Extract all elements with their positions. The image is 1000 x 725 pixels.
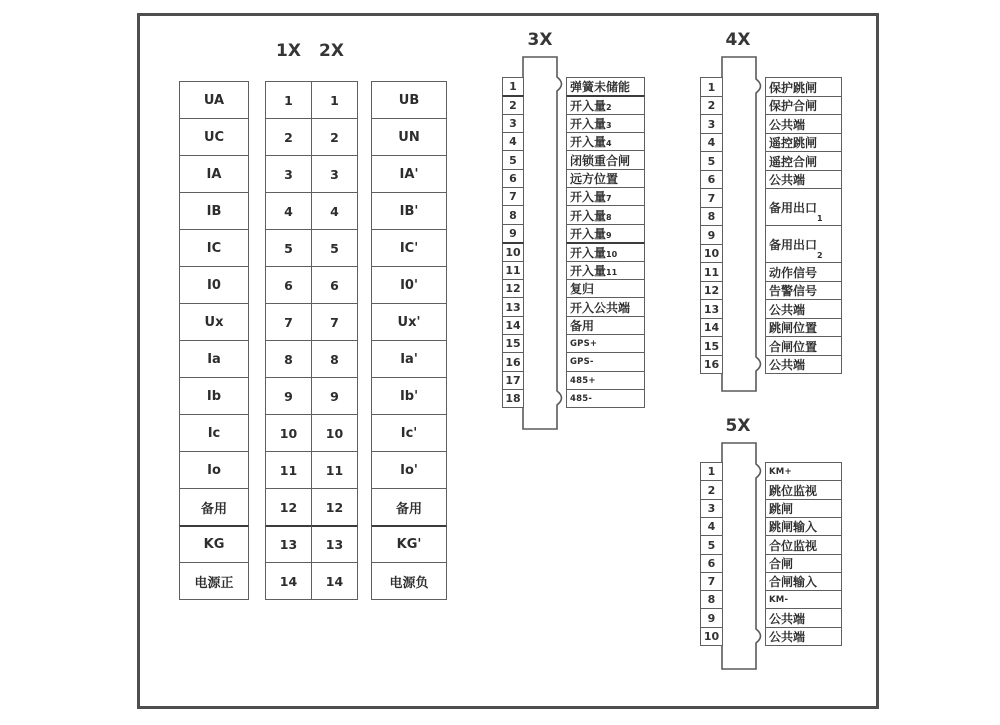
terminal-number-cell: 1: [700, 462, 723, 481]
terminal-number-cell: 16: [502, 352, 524, 372]
analog-right-label-cell: IA': [371, 155, 447, 193]
terminal-number-cell: 13: [700, 299, 723, 319]
signal-label-cell: GPS+: [566, 334, 645, 353]
signal-label-cell: 485+: [566, 371, 645, 390]
terminal-number-cell: 10: [700, 244, 723, 263]
analog-right-label-cell: KG': [371, 525, 447, 563]
terminal-number-cell: 8: [700, 590, 723, 609]
analog-left-label-cell: Ia: [179, 340, 249, 378]
signal-label-cell: 公共端: [765, 355, 842, 374]
terminal-2x-number-cell: 14: [311, 562, 358, 600]
connector-3x-outline: [523, 57, 562, 429]
terminal-2x-number-cell: 10: [311, 414, 358, 452]
connector-5x-body: [721, 442, 767, 671]
connector-3x-body: [522, 56, 568, 431]
analog-right-label-cell: UN: [371, 118, 447, 156]
terminal-1x-number-cell: 14: [265, 562, 312, 600]
analog-right-label-cell: Ia': [371, 340, 447, 378]
terminal-1x-number-cell: 12: [265, 488, 312, 526]
analog-left-label-cell: IA: [179, 155, 249, 193]
terminal-number-cell: 7: [700, 572, 723, 591]
terminal-number-cell: 3: [502, 114, 524, 133]
terminal-number-cell: 1: [700, 77, 723, 97]
terminal-number-cell: 14: [502, 316, 524, 335]
signal-label-cell: 保护跳闸: [765, 77, 842, 97]
analog-right-label-cell: IC': [371, 229, 447, 267]
terminal-number-cell: 5: [700, 151, 723, 171]
label-subscript-number: 3: [606, 121, 612, 130]
signal-label-cell: 公共端: [765, 114, 842, 134]
terminal-number-cell: 11: [502, 261, 524, 280]
terminal-number-cell: 2: [502, 95, 524, 115]
analog-left-label-cell: IC: [179, 229, 249, 267]
connector-5x-outline: [722, 443, 761, 669]
terminal-1x-number-cell: 10: [265, 414, 312, 452]
signal-label-cell: 公共端: [765, 627, 842, 646]
analog-right-label-cell: Ib': [371, 377, 447, 415]
analog-left-label-cell: IB: [179, 192, 249, 230]
signal-label-cell: 备用: [566, 316, 645, 335]
analog-right-label-cell: 备用: [371, 488, 447, 526]
connector-4x-body: [721, 56, 767, 393]
label-subscript-number: 9: [606, 231, 612, 240]
header-5x: 5X: [725, 416, 751, 436]
analog-right-label-cell: IB': [371, 192, 447, 230]
terminal-number-cell: 9: [502, 224, 524, 243]
label-subscript-number: 2: [817, 251, 823, 260]
terminal-number-cell: 8: [502, 205, 524, 225]
terminal-1x-number-cell: 9: [265, 377, 312, 415]
analog-right-label-cell: Ux': [371, 303, 447, 341]
label-subscript-number: 4: [606, 139, 612, 148]
signal-label-cell: 闭锁重合闸: [566, 150, 645, 170]
label-subscript-number: 1: [817, 214, 823, 223]
terminal-2x-number-cell: 4: [311, 192, 358, 230]
terminal-number-cell: 10: [700, 627, 723, 646]
terminal-number-cell: 4: [700, 517, 723, 536]
header-3x: 3X: [527, 30, 553, 50]
signal-label-cell: 公共端: [765, 170, 842, 189]
terminal-2x-number-cell: 9: [311, 377, 358, 415]
signal-label-cell: 复归: [566, 279, 645, 298]
analog-left-label-cell: I0: [179, 266, 249, 304]
terminal-number-cell: 4: [700, 133, 723, 152]
terminal-1x-number-cell: 1: [265, 81, 312, 119]
label-subscript-number: 8: [606, 213, 612, 222]
terminal-number-cell: 3: [700, 114, 723, 134]
terminal-number-cell: 7: [700, 188, 723, 208]
signal-label-cell: 开入公共端: [566, 297, 645, 317]
signal-label-cell: 合闸位置: [765, 336, 842, 356]
signal-label-cell: 公共端: [765, 608, 842, 628]
signal-label-cell: 动作信号: [765, 262, 842, 282]
terminal-1x-number-cell: 2: [265, 118, 312, 156]
signal-label-cell: KM+: [765, 462, 842, 481]
terminal-number-cell: 6: [700, 170, 723, 189]
signal-label-cell: 备用出口 2: [765, 225, 842, 263]
terminal-number-cell: 6: [502, 169, 524, 188]
analog-right-label-cell: 电源负: [371, 562, 447, 600]
signal-label-cell: 弹簧未储能: [566, 77, 645, 96]
signal-label-cell: 开入量 8: [566, 205, 645, 225]
terminal-2x-number-cell: 6: [311, 266, 358, 304]
terminal-number-cell: 17: [502, 371, 524, 390]
terminal-1x-number-cell: 7: [265, 303, 312, 341]
terminal-2x-number-cell: 2: [311, 118, 358, 156]
signal-label-cell: 合闸: [765, 554, 842, 573]
terminal-number-cell: 15: [700, 336, 723, 356]
analog-left-label-cell: UC: [179, 118, 249, 156]
terminal-number-cell: 10: [502, 242, 524, 262]
signal-label-cell: 备用出口 1: [765, 188, 842, 226]
signal-label-cell: 合位监视: [765, 535, 842, 555]
terminal-1x-number-cell: 13: [265, 525, 312, 563]
signal-label-cell: 保护合闸: [765, 96, 842, 115]
terminal-2x-number-cell: 7: [311, 303, 358, 341]
terminal-number-cell: 5: [700, 535, 723, 555]
terminal-number-cell: 1: [502, 77, 524, 96]
analog-right-label-cell: I0': [371, 266, 447, 304]
terminal-2x-number-cell: 8: [311, 340, 358, 378]
signal-label-cell: 跳闸: [765, 499, 842, 518]
signal-label-cell: 开入量 7: [566, 187, 645, 206]
terminal-1x-number-cell: 4: [265, 192, 312, 230]
terminal-number-cell: 11: [700, 262, 723, 282]
header-1x: 1X: [276, 41, 301, 61]
label-subscript-number: 2: [606, 103, 612, 112]
signal-label-cell: GPS-: [566, 352, 645, 372]
analog-left-label-cell: Ib: [179, 377, 249, 415]
terminal-2x-number-cell: 1: [311, 81, 358, 119]
header-2x: 2X: [319, 41, 344, 61]
signal-label-cell: 开入量 9: [566, 224, 645, 243]
terminal-number-cell: 8: [700, 207, 723, 226]
signal-label-cell: 开入量 2: [566, 95, 645, 115]
terminal-number-cell: 5: [502, 150, 524, 170]
signal-label-cell: 开入量 10: [566, 242, 645, 262]
header-4x: 4X: [725, 30, 751, 50]
signal-label-cell: 远方位置: [566, 169, 645, 188]
analog-left-label-cell: Ux: [179, 303, 249, 341]
terminal-number-cell: 9: [700, 608, 723, 628]
terminal-2x-number-cell: 3: [311, 155, 358, 193]
terminal-number-cell: 9: [700, 225, 723, 245]
analog-left-label-cell: Io: [179, 451, 249, 489]
terminal-1x-number-cell: 5: [265, 229, 312, 267]
analog-right-label-cell: Ic': [371, 414, 447, 452]
signal-label-cell: 跳位监视: [765, 480, 842, 500]
signal-label-cell: 485-: [566, 389, 645, 408]
label-subscript-number: 7: [606, 194, 612, 203]
terminal-number-cell: 2: [700, 480, 723, 500]
terminal-1x-number-cell: 8: [265, 340, 312, 378]
terminal-number-cell: 6: [700, 554, 723, 573]
terminal-number-cell: 12: [700, 281, 723, 300]
terminal-number-cell: 16: [700, 355, 723, 374]
terminal-number-cell: 13: [502, 297, 524, 317]
terminal-number-cell: 14: [700, 318, 723, 337]
analog-left-label-cell: KG: [179, 525, 249, 563]
terminal-number-cell: 4: [502, 132, 524, 151]
terminal-2x-number-cell: 11: [311, 451, 358, 489]
analog-left-label-cell: 备用: [179, 488, 249, 526]
analog-left-label-cell: UA: [179, 81, 249, 119]
terminal-2x-number-cell: 5: [311, 229, 358, 267]
signal-label-cell: KM-: [765, 590, 842, 609]
terminal-number-cell: 12: [502, 279, 524, 298]
terminal-number-cell: 15: [502, 334, 524, 353]
terminal-1x-number-cell: 3: [265, 155, 312, 193]
terminal-1x-number-cell: 11: [265, 451, 312, 489]
signal-label-cell: 开入量 3: [566, 114, 645, 133]
signal-label-cell: 开入量 11: [566, 261, 645, 280]
signal-label-cell: 合闸输入: [765, 572, 842, 591]
terminal-number-cell: 7: [502, 187, 524, 206]
analog-left-label-cell: Ic: [179, 414, 249, 452]
signal-label-cell: 告警信号: [765, 281, 842, 300]
signal-label-cell: 遥控跳闸: [765, 133, 842, 152]
signal-label-cell: 开入量 4: [566, 132, 645, 151]
terminal-2x-number-cell: 13: [311, 525, 358, 563]
connector-4x-outline: [722, 57, 761, 391]
label-subscript-number: 11: [606, 268, 618, 277]
signal-label-cell: 遥控合闸: [765, 151, 842, 171]
analog-left-label-cell: 电源正: [179, 562, 249, 600]
terminal-number-cell: 3: [700, 499, 723, 518]
analog-right-label-cell: Io': [371, 451, 447, 489]
signal-label-cell: 跳闸位置: [765, 318, 842, 337]
analog-right-label-cell: UB: [371, 81, 447, 119]
terminal-1x-number-cell: 6: [265, 266, 312, 304]
terminal-number-cell: 2: [700, 96, 723, 115]
label-subscript-number: 10: [606, 250, 618, 259]
terminal-2x-number-cell: 12: [311, 488, 358, 526]
signal-label-cell: 公共端: [765, 299, 842, 319]
terminal-number-cell: 18: [502, 389, 524, 408]
signal-label-cell: 跳闸输入: [765, 517, 842, 536]
